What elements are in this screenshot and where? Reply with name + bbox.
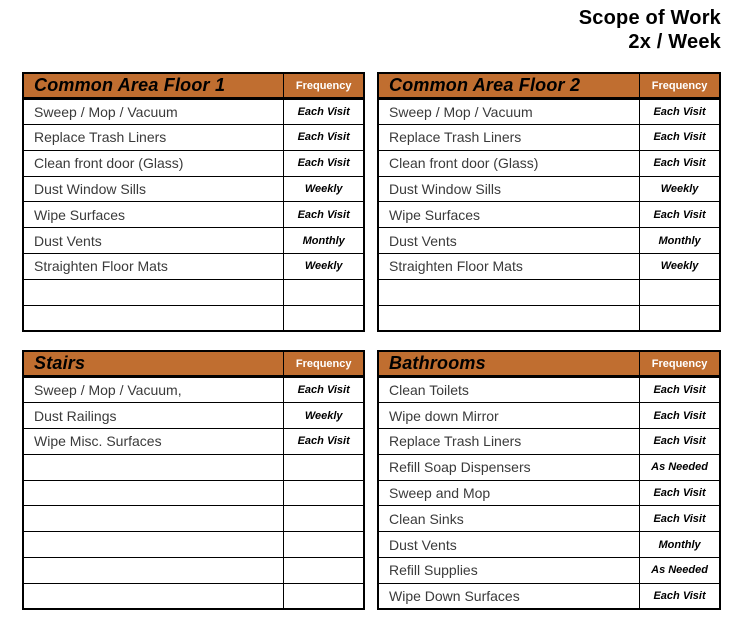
frequency-cell: Each Visit [640,480,720,506]
task-cell: Sweep / Mop / Vacuum, [23,377,284,403]
table-common-area-floor-1 [22,72,365,332]
table-title: Bathrooms [378,351,640,377]
frequency-cell: Monthly [284,228,364,254]
table-header-row [378,351,720,377]
frequency-cell: Each Visit [284,202,364,228]
table-row [378,480,720,506]
table-row [23,454,364,480]
task-cell: Wipe down Mirror [378,403,640,429]
frequency-cell: Weekly [640,254,720,280]
task-cell: Straighten Floor Mats [378,254,640,280]
table-row [23,506,364,532]
task-cell: Replace Trash Liners [378,125,640,151]
table-title: Common Area Floor 1 [23,73,284,99]
table-title: Common Area Floor 2 [378,73,640,99]
task-cell [23,480,284,506]
table-row [23,125,364,151]
task-cell [23,558,284,584]
table-row [23,429,364,455]
table-bathrooms [377,350,721,610]
table-row [378,377,720,403]
frequency-cell: Monthly [640,228,720,254]
table-row [23,99,364,125]
frequency-cell [640,305,720,331]
table-row [23,377,364,403]
frequency-cell: Each Visit [640,99,720,125]
task-cell: Dust Vents [23,228,284,254]
task-cell: Clean Sinks [378,506,640,532]
frequency-cell: Each Visit [284,377,364,403]
frequency-cell: Each Visit [640,125,720,151]
frequency-cell: Each Visit [640,583,720,609]
frequency-cell [284,454,364,480]
table-row [23,202,364,228]
table-row [23,583,364,609]
table-row [378,403,720,429]
frequency-cell [284,279,364,305]
table-row [23,305,364,331]
table-row [23,558,364,584]
frequency-cell: Weekly [284,176,364,202]
frequency-cell [284,305,364,331]
frequency-cell: Each Visit [284,429,364,455]
frequency-cell: Weekly [284,254,364,280]
task-cell: Wipe Down Surfaces [378,583,640,609]
frequency-cell [284,506,364,532]
frequency-cell [284,532,364,558]
task-cell: Replace Trash Liners [378,429,640,455]
task-cell: Sweep / Mop / Vacuum [378,99,640,125]
table-row [23,150,364,176]
frequency-cell: Each Visit [640,403,720,429]
task-cell: Straighten Floor Mats [23,254,284,280]
table-row [378,125,720,151]
task-cell: Clean front door (Glass) [378,150,640,176]
frequency-column-header: Frequency [640,73,720,99]
frequency-cell: Weekly [284,403,364,429]
frequency-cell: As Needed [640,454,720,480]
task-cell [23,583,284,609]
page-title: Scope of Work [578,7,721,29]
frequency-cell [640,279,720,305]
table-row [378,532,720,558]
frequency-cell: Weekly [640,176,720,202]
table-row [378,176,720,202]
frequency-column-header: Frequency [284,351,364,377]
table-row [378,506,720,532]
table-row [378,583,720,609]
task-cell: Wipe Surfaces [23,202,284,228]
frequency-cell: Each Visit [284,125,364,151]
task-cell [378,279,640,305]
table-row [23,532,364,558]
task-cell: Wipe Surfaces [378,202,640,228]
task-cell: Sweep / Mop / Vacuum [23,99,284,125]
table-row [23,228,364,254]
task-cell [23,305,284,331]
table-row [378,150,720,176]
task-cell: Dust Window Sills [23,176,284,202]
frequency-cell [284,480,364,506]
task-cell: Replace Trash Liners [23,125,284,151]
frequency-column-header: Frequency [640,351,720,377]
frequency-cell: Each Visit [640,202,720,228]
table-row [23,480,364,506]
task-cell [23,454,284,480]
table-row [23,254,364,280]
task-cell [23,506,284,532]
document-header [22,6,721,55]
table-stairs [22,350,365,610]
task-cell: Refill Soap Dispensers [378,454,640,480]
task-cell: Dust Window Sills [378,176,640,202]
task-cell: Clean Toilets [378,377,640,403]
frequency-cell: Each Visit [284,150,364,176]
frequency-cell: Each Visit [640,150,720,176]
table-row [378,99,720,125]
task-cell: Dust Railings [23,403,284,429]
task-cell: Dust Vents [378,228,640,254]
task-cell [378,305,640,331]
frequency-cell: Monthly [640,532,720,558]
table-row [378,202,720,228]
frequency-cell [284,583,364,609]
task-cell: Dust Vents [378,532,640,558]
table-row [23,176,364,202]
frequency-column-header: Frequency [284,73,364,99]
table-title: Stairs [23,351,284,377]
table-header-row [23,73,364,99]
frequency-cell [284,558,364,584]
frequency-cell: Each Visit [640,377,720,403]
task-cell [23,279,284,305]
table-row [23,279,364,305]
frequency-cell: Each Visit [284,99,364,125]
tables-grid [22,72,721,610]
table-common-area-floor-2 [377,72,721,332]
table-row [378,254,720,280]
task-cell: Clean front door (Glass) [23,150,284,176]
table-row [378,429,720,455]
task-cell [23,532,284,558]
frequency-cell: Each Visit [640,429,720,455]
table-row [378,228,720,254]
task-cell: Refill Supplies [378,558,640,584]
table-row [378,454,720,480]
table-row [23,403,364,429]
task-cell: Wipe Misc. Surfaces [23,429,284,455]
table-header-row [23,351,364,377]
page-subtitle: 2x / Week [628,31,721,54]
table-row [378,558,720,584]
frequency-cell: Each Visit [640,506,720,532]
task-cell: Sweep and Mop [378,480,640,506]
table-row [378,305,720,331]
table-row [378,279,720,305]
table-header-row [378,73,720,99]
frequency-cell: As Needed [640,558,720,584]
